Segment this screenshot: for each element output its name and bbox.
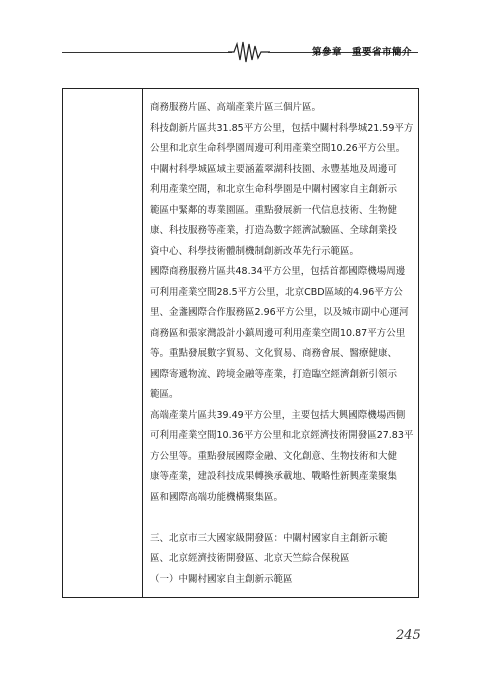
heartbeat-wave-icon [228, 40, 270, 64]
text-line: 商務服務片區、高端產業片區三個片區。 [150, 102, 322, 113]
text-line: 科技創新片區共31.85平方公里，包括中關村科學城21.59平方 [150, 122, 414, 134]
text-line: 區和國際高端功能機構聚集區。 [150, 491, 284, 503]
header-rule-left [62, 52, 232, 53]
text-line: 里、金盞國際合作服務區2.96平方公里，以及城市副中心運河 [150, 307, 409, 318]
table-column-divider [142, 88, 143, 598]
text-line: 國際商務服務片區共48.34平方公里，包括首都國際機場周邊 [150, 266, 406, 277]
body-text [150, 98, 412, 590]
chapter-title: 第參章 重要省市簡介 [312, 47, 413, 58]
text-line: 中關村科學城區域主要涵蓋翠湖科技園、永豐基地及周邊可 [150, 163, 398, 175]
text-line: 高端產業片區共39.49平方公里，主要包括大興國際機場西側 [150, 409, 406, 421]
text-line: 資中心、科學技術體制機制創新改革先行示範區。 [150, 245, 360, 257]
text-line: 方公里等。重點發展國際金融、文化創意、生物技術和大健 [150, 450, 398, 462]
text-line: 範區。 [150, 389, 179, 400]
text-line: 可利用產業空間28.5平方公里，北京CBD區域的4.96平方公 [150, 286, 403, 298]
section-heading-line: 區、北京經濟技術開發區、北京天竺綜合保稅區 [150, 553, 350, 564]
text-line: 範區中緊鄰的專業園區。重點發展新一代信息技術、生物健 [150, 204, 398, 216]
text-line: 康等產業，建設科技成果轉換承載地、戰略性新興產業聚集 [150, 471, 398, 482]
page-header [0, 0, 480, 70]
text-line: 利用產業空間，和北京生命科學園是中關村國家自主創新示 [150, 184, 398, 195]
text-line: 可利用產業空間10.36平方公里和北京經濟技術開發區27.83平 [150, 430, 414, 441]
text-line: 康、科技服務等產業，打造為數字經濟試驗區、全球創業投 [150, 225, 398, 236]
section-heading-line: 三、北京市三大國家級開發區：中關村國家自主創新示範 [150, 532, 388, 544]
text-line: 公里和北京生命科學園周邊可利用產業空間10.26平方公里。 [150, 143, 406, 154]
subsection-heading: （一）中關村國家自主創新示範區 [150, 573, 293, 585]
page-number: 245 [396, 628, 421, 643]
text-line: 等。重點發展數字貿易、文化貿易、商務會展、醫療健康、 [150, 348, 398, 359]
paragraph-spacer [150, 508, 412, 529]
text-line: 商務區和張家灣設計小鎮周邊可利用產業空間10.87平方公里 [150, 327, 406, 339]
text-line: 國際寄遞物流、跨境金融等產業，打造臨空經濟創新引領示 [150, 368, 398, 380]
